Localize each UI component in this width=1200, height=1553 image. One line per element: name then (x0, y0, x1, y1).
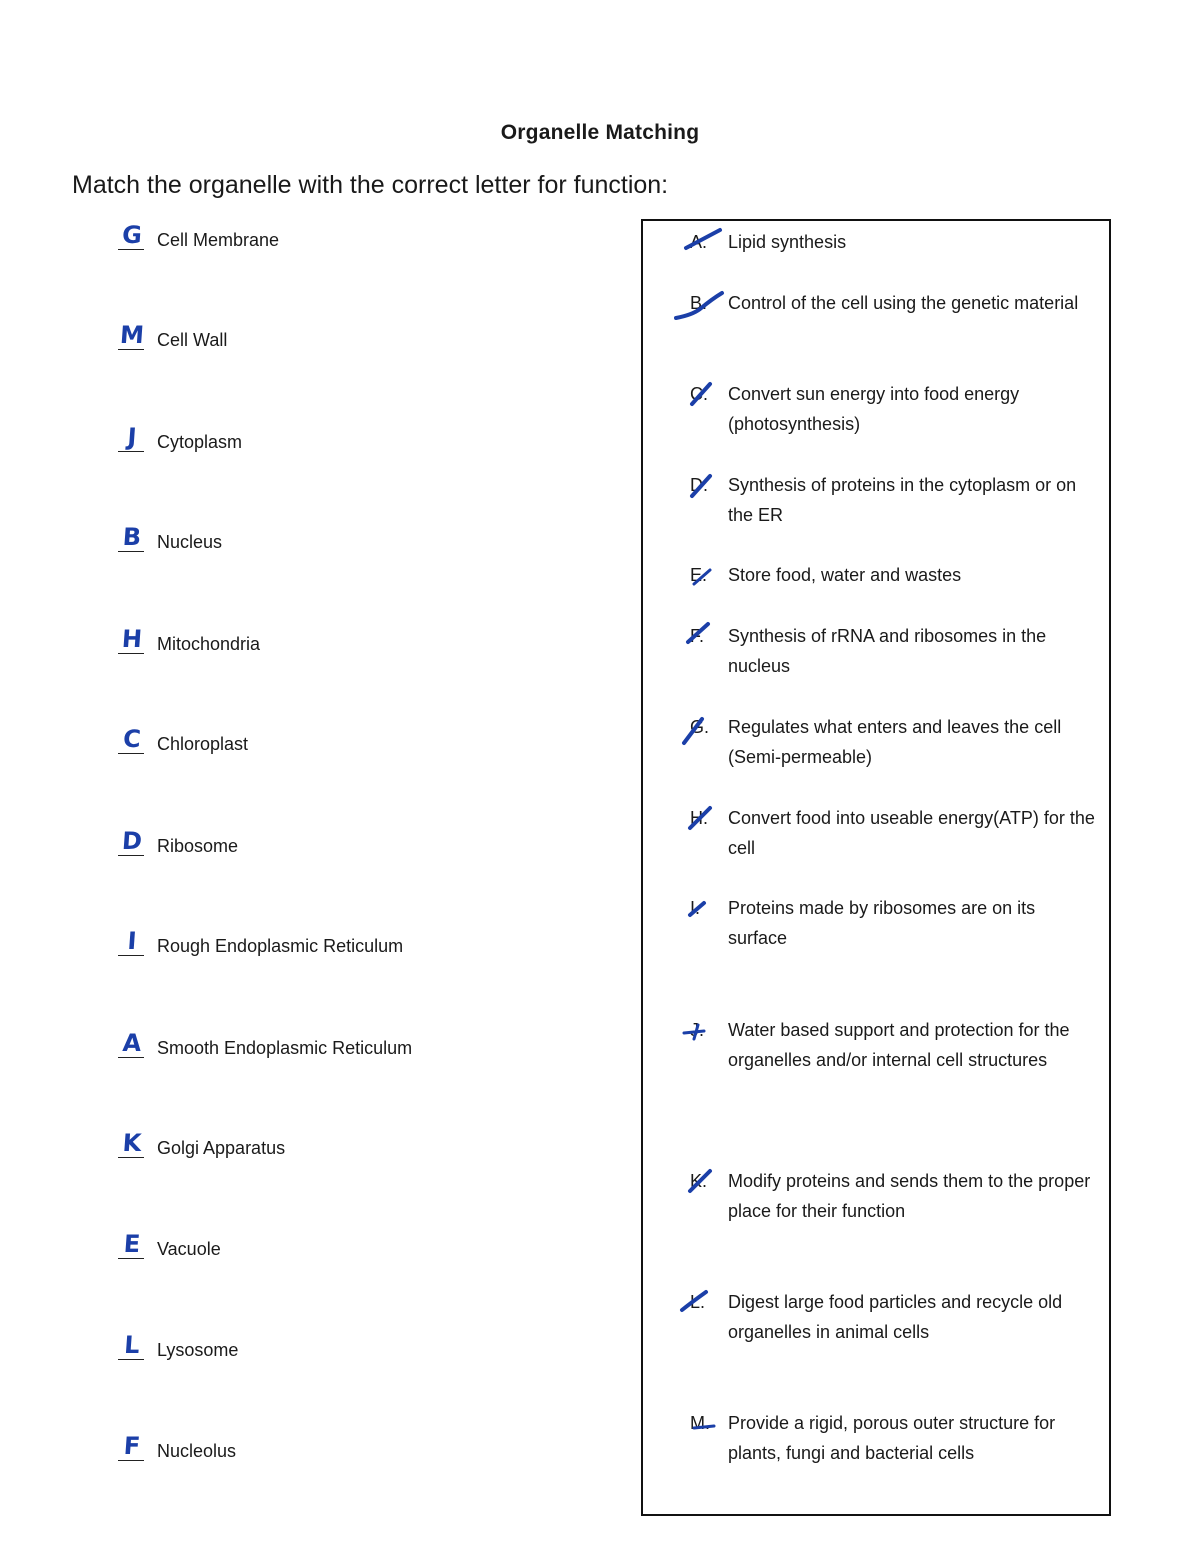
function-text: Lipid synthesis (728, 232, 847, 252)
function-text: Modify proteins and sends them to the proper place for their function (728, 1171, 1091, 1221)
organelle-row (118, 927, 578, 962)
handwritten-answer[interactable]: I (126, 927, 138, 955)
function-letter: J. (690, 1020, 705, 1040)
answer-blank (118, 1359, 144, 1360)
function-letter: C. (690, 384, 708, 404)
handwritten-answer[interactable]: C (122, 725, 142, 753)
function-text: Regulates what enters and leaves the cell (Semi-permeable) (728, 717, 1062, 767)
organelle-row (118, 423, 578, 458)
function-text: Control of the cell using the genetic material (728, 293, 1079, 313)
function-letter: M. (690, 1413, 710, 1433)
organelle-name: Cytoplasm (157, 432, 243, 452)
function-text: Convert sun energy into food energy (photosynthesis) (728, 384, 1020, 434)
handwritten-answer[interactable]: K (121, 1129, 143, 1157)
organelle-name: Mitochondria (157, 634, 261, 654)
handwritten-answer[interactable]: J (126, 423, 138, 451)
handwritten-answer[interactable]: H (120, 625, 144, 653)
function-letter: G. (690, 717, 710, 737)
handwritten-answer[interactable]: E (122, 1230, 142, 1258)
function-letter: D. (690, 475, 708, 495)
function-letter: A. (690, 232, 708, 252)
function-text: Digest large food particles and recycle old organelles in animal cells (728, 1292, 1063, 1342)
instructions: Match the organelle with the correct letter for function: (72, 171, 669, 199)
organelle-name: Chloroplast (157, 734, 249, 754)
organelle-name: Cell Membrane (157, 230, 280, 250)
organelle-name: Nucleolus (157, 1441, 237, 1461)
handwritten-answer[interactable]: F (122, 1432, 142, 1460)
function-text: Synthesis of rRNA and ribosomes in the nucleus (728, 626, 1047, 676)
function-text: Proteins made by ribosomes are on its surface (728, 898, 1036, 948)
organelle-name: Smooth Endoplasmic Reticulum (157, 1038, 413, 1058)
answer-blank (118, 1460, 144, 1461)
answer-blank (118, 1057, 144, 1058)
answer-blank (118, 955, 144, 956)
organelle-row (118, 1129, 578, 1164)
organelle-row (118, 625, 578, 660)
handwritten-answer[interactable]: B (121, 523, 143, 551)
worksheet-title: Organelle Matching (500, 121, 700, 144)
organelle-name: Cell Wall (157, 330, 228, 350)
answer-blank (118, 855, 144, 856)
handwritten-answer[interactable]: M (119, 321, 145, 349)
handwritten-answer[interactable]: G (121, 221, 143, 249)
organelle-name: Ribosome (157, 836, 239, 856)
answer-blank (118, 653, 144, 654)
organelle-row (118, 1230, 578, 1265)
answer-blank (118, 1157, 144, 1158)
organelle-name: Lysosome (157, 1340, 239, 1360)
handwritten-answer[interactable]: A (121, 1029, 143, 1057)
function-text: Store food, water and wastes (728, 565, 962, 585)
function-text: Water based support and protection for the organelles and/or internal cell structures (728, 1020, 1070, 1070)
organelle-name: Golgi Apparatus (157, 1138, 286, 1158)
handwritten-answer[interactable]: D (121, 827, 143, 855)
function-text: Convert food into useable energy(ATP) for the cell (728, 808, 1095, 858)
organelle-row (118, 221, 578, 256)
function-letter: L. (690, 1292, 706, 1312)
answer-blank (118, 753, 144, 754)
organelle-name: Vacuole (157, 1239, 221, 1259)
organelle-name: Nucleus (157, 532, 223, 552)
organelle-row (118, 321, 578, 356)
answer-blank (118, 249, 144, 250)
function-text: Provide a rigid, porous outer structure for plants, fungi and bacterial cells (728, 1413, 1056, 1463)
answer-blank (118, 1258, 144, 1259)
function-letter: H. (690, 808, 708, 828)
function-text: Synthesis of proteins in the cytoplasm or on the ER (728, 475, 1077, 525)
answer-blank (118, 349, 144, 350)
answer-blank (118, 551, 144, 552)
function-letter: E. (690, 565, 708, 585)
organelle-row (118, 523, 578, 558)
organelle-row (118, 1432, 578, 1467)
organelle-row (118, 725, 578, 760)
organelle-row (118, 827, 578, 862)
organelle-name: Rough Endoplasmic Reticulum (157, 936, 404, 956)
function-letter: I. (690, 898, 701, 918)
function-letter: F. (690, 626, 705, 646)
function-letter: B. (690, 293, 708, 313)
organelle-row (118, 1331, 578, 1366)
handwritten-answer[interactable]: L (123, 1331, 141, 1359)
answer-blank (118, 451, 144, 452)
organelle-row (118, 1029, 578, 1064)
function-letter: K. (690, 1171, 708, 1191)
